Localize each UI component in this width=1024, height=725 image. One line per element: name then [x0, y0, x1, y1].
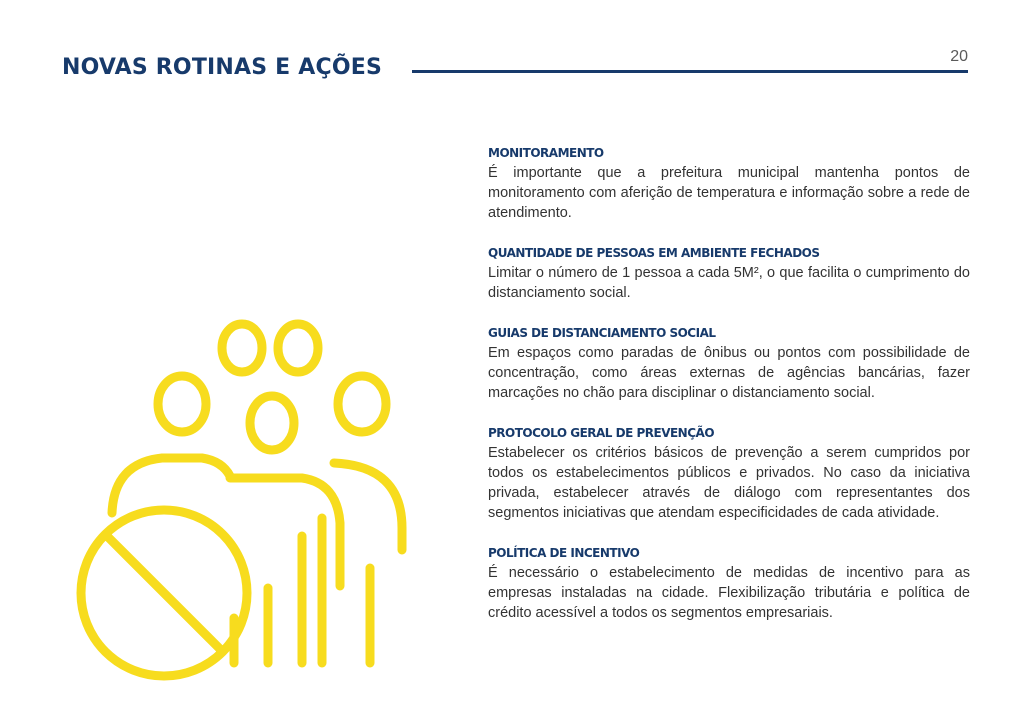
section-capacity — [488, 245, 970, 303]
section-body: Em espaços como paradas de ônibus ou pontos com possibilidade de concentração, como áreas externas de agências bancárias, fazer marcações no chão para disciplinar o distanciamento social. — [488, 345, 970, 401]
title-divider — [412, 70, 968, 73]
section-body: É importante que a prefeitura municipal mantenha pontos de monitoramento com aferição de temperatura e informação sobre a rede de atendimento. — [488, 165, 970, 221]
page-title: NOVAS ROTINAS E AÇÕES — [62, 55, 382, 80]
section-body: Estabelecer os critérios básicos de prevenção a serem cumpridos por todos os estabelecimentos públicos e privados. No caso da iniciativa privada, estabelecer através de diálogo com representantes dos segmentos iniciativas que atendam especificidades de cada atividade. — [488, 445, 970, 521]
section-prevention-protocol — [488, 425, 970, 523]
section-body: Limitar o número de 1 pessoa a cada 5M², o que facilita o cumprimento do distanciamento social. — [488, 265, 970, 301]
section-heading: POLÍTICA DE INCENTIVO — [488, 546, 640, 560]
no-crowd-icon — [72, 318, 412, 690]
section-monitoring — [488, 145, 970, 223]
section-heading: MONITORAMENTO — [488, 146, 604, 160]
section-distancing-guides — [488, 325, 970, 403]
page-number: 20 — [950, 48, 968, 65]
section-heading: PROTOCOLO GERAL DE PREVENÇÃO — [488, 426, 715, 440]
section-heading: GUIAS DE DISTANCIAMENTO SOCIAL — [488, 326, 716, 340]
section-incentive-policy — [488, 545, 970, 623]
content-column — [488, 145, 970, 645]
section-heading: QUANTIDADE DE PESSOAS EM AMBIENTE FECHADOS — [488, 246, 820, 260]
section-body: É necessário o estabelecimento de medidas de incentivo para as empresas instaladas na cidade. Flexibilização tributária e política de crédito acessível a todos os segmentos empresariais. — [488, 565, 970, 621]
